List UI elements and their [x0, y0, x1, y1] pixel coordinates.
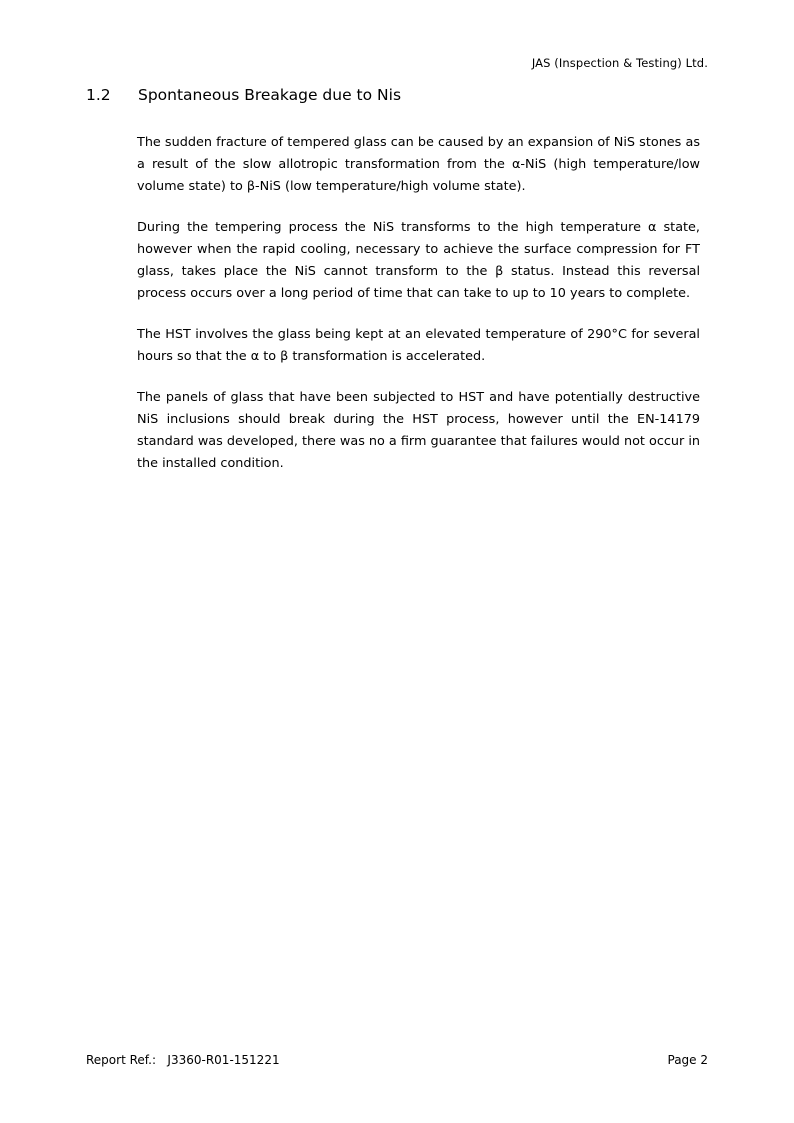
paragraph: The sudden fracture of tempered glass can be caused by an expansion of NiS stones as a result of the slow allotropic transformation from the α-NiS (high temperature/low volume state) to β-NiS (low temperature/high volume state).: [137, 135, 700, 194]
paragraph: The HST involves the glass being kept at an elevated temperature of 290°C for several hours so that the α to β transformation is accelerated.: [137, 327, 700, 364]
document-footer: [86, 1053, 708, 1067]
report-reference: Report Ref.: J3360-R01-151221: [86, 1053, 280, 1067]
section-title: Spontaneous Breakage due to Nis: [138, 86, 402, 104]
company-name: JAS (Inspection & Testing) Ltd.: [531, 56, 708, 70]
body-content: [137, 132, 700, 475]
section-number: 1.2: [86, 86, 111, 104]
page-number: Page 2: [667, 1053, 708, 1067]
paragraph: The panels of glass that have been subjected to HST and have potentially destructive NiS inclusions should break during the HST process, however until the EN-14179 standard was developed, there was no a firm guarantee that failures would not occur in the installed condition.: [137, 390, 700, 471]
document-header: [86, 56, 708, 70]
paragraph: During the tempering process the NiS transforms to the high temperature α state, however when the rapid cooling, necessary to achieve the surface compression for FT glass, takes place the NiS cannot transform to the β status. Instead this reversal process occurs over a long period of time that can take to up to 10 years to complete.: [137, 220, 700, 301]
section-heading: [86, 86, 708, 104]
